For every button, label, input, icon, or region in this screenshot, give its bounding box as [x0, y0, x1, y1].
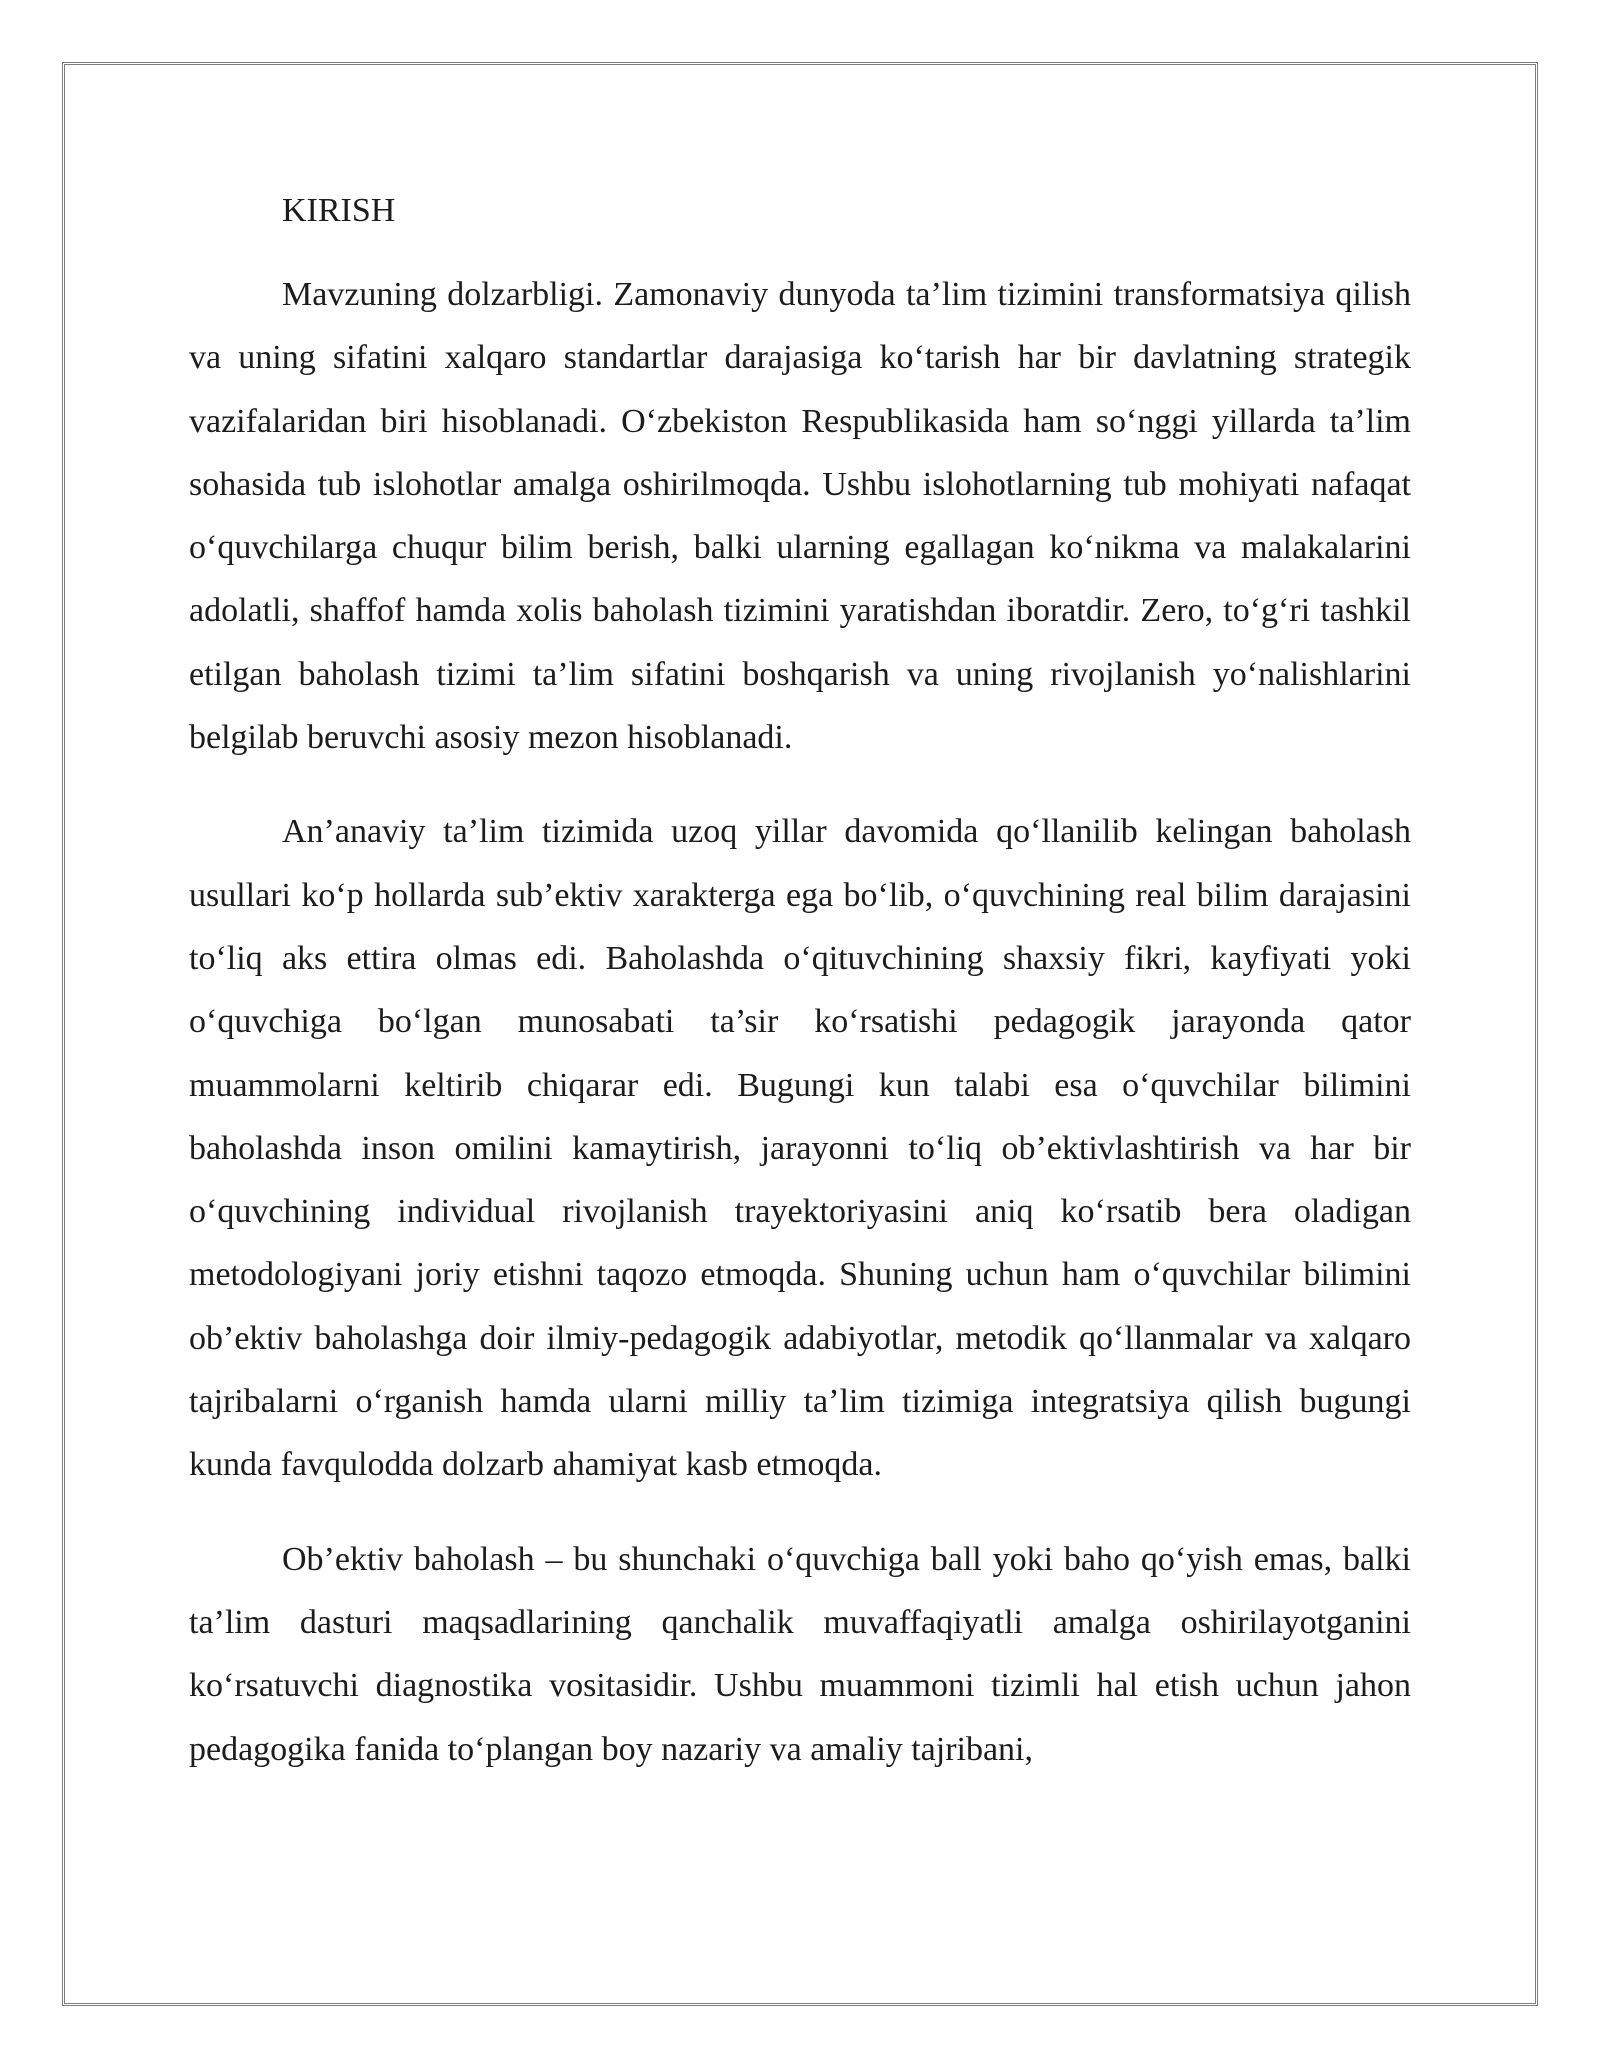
- section-heading: KIRISH: [282, 192, 396, 229]
- paragraph-traditional-assessment: An’anaviy ta’lim tizimida uzoq yillar davomida qo‘llanilib kelingan baholash usullari ko‘p hollarda sub’ektiv xarakterga ega bo‘lib, o‘quvchining real bilim darajasini to‘liq aks ettira olmas edi. Baholashda o‘qituvchining shaxsiy fikri, kayfiyati yoki o‘quvchiga bo‘lgan munosabati ta’sir ko‘rsatishi pedagogik jarayonda qator muammolarni keltirib chiqarar edi. Bugungi kun talabi esa o‘quvchilar bilimini baholashda inson omilini kamaytirish, jarayonni to‘liq ob’ektivlashtirish va har bir o‘quvchining individual rivojlanish trayektoriyasini aniq ko‘rsatib bera oladigan metodologiyani joriy etishni taqozo etmoqda. Shuning uchun ham o‘quvchilar bilimini ob’ektiv baholashga doir ilmiy-pedagogik adabiyotlar, metodik qo‘llanmalar va xalqaro tajribalarni o‘rganish hamda ularni milliy ta’lim tizimiga integratsiya qilish bugungi kunda favqulodda dolzarb ahamiyat kasb etmoqda.: [189, 813, 1411, 1484]
- document-body: [189, 183, 1411, 1812]
- paragraph-objective-assessment: Ob’ektiv baholash – bu shunchaki o‘quvchiga ball yoki baho qo‘yish emas, balki ta’lim dasturi maqsadlarining qanchalik muvaffaqiyatli amalga oshirilayotganini ko‘rsatuvchi diagnostika vositasidir. Ushbu muammoni tizimli hal etish uchun jahon pedagogika fanida to‘plangan boy nazariy va amaliy tajribani,: [189, 1540, 1411, 1768]
- paragraph-relevance: Mavzuning dolzarbligi. Zamonaviy dunyoda ta’lim tizimini transformatsiya qilish va uning sifatini xalqaro standartlar darajasiga ko‘tarish har bir davlatning strategik vazifalaridan biri hisoblanadi. O‘zbekiston Respublikasida ham so‘nggi yillarda ta’lim sohasida tub islohotlar amalga oshirilmoqda. Ushbu islohotlarning tub mohiyati nafaqat o‘quvchilarga chuqur bilim berish, balki ularning egallagan ko‘nikma va malakalarini adolatli, shaffof hamda xolis baholash tizimini yaratishdan iboratdir. Zero, to‘g‘ri tashkil etilgan baholash tizimi ta’lim sifatini boshqarish va uning rivojlanish yo‘nalishlarini belgilab beruvchi asosiy mezon hisoblanadi.: [189, 276, 1411, 757]
